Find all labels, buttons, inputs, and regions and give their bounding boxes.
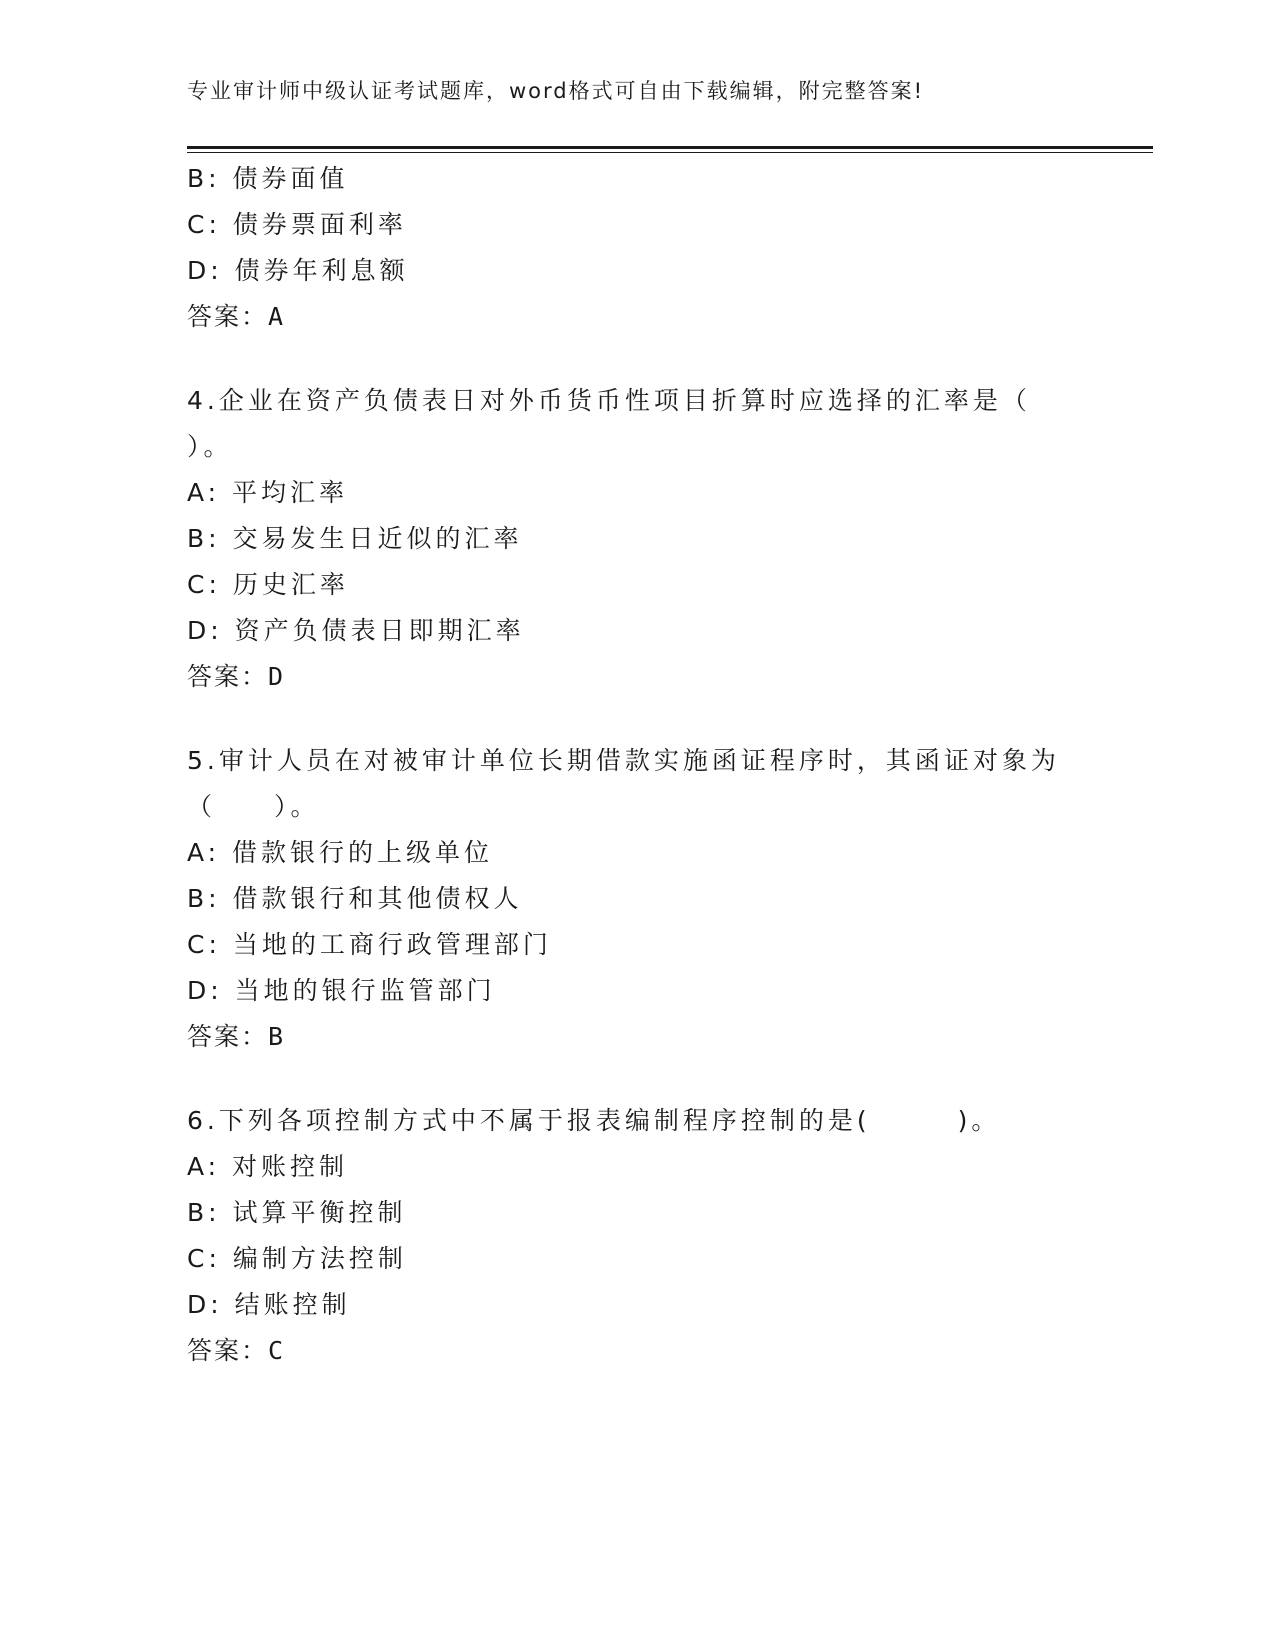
answer-label: 答案：: [187, 1336, 269, 1365]
option-b: B: 借款银行和其他债权人: [187, 884, 523, 913]
question-5: [187, 738, 1087, 1060]
answer-label: 答案：: [187, 1022, 269, 1051]
answer-value: D: [268, 662, 286, 691]
answer-line: [187, 1328, 1087, 1374]
question-6: [187, 1098, 1087, 1374]
option-a: A: 对账控制: [187, 1152, 349, 1181]
option-b: B: 债券面值: [187, 164, 349, 193]
question-list: [187, 156, 1087, 1374]
answer-value: B: [268, 1022, 286, 1051]
question-stem-continued: （ ）。: [187, 792, 320, 821]
question-stem: 5.审计人员在对被审计单位长期借款实施函证程序时，其函证对象为: [187, 746, 1060, 775]
answer-line: [187, 294, 1087, 340]
option-d: D: 资产负债表日即期汇率: [187, 616, 525, 645]
answer-value: C: [268, 1336, 286, 1365]
answer-label: 答案：: [187, 302, 269, 331]
option-b: B: 试算平衡控制: [187, 1198, 407, 1227]
option-c: C: 编制方法控制: [187, 1244, 407, 1273]
option-a: A: 借款银行的上级单位: [187, 838, 494, 867]
question-4: [187, 378, 1087, 700]
answer-line: [187, 1014, 1087, 1060]
option-d: D: 债券年利息额: [187, 256, 409, 285]
option-b: B: 交易发生日近似的汇率: [187, 524, 523, 553]
question-3-partial: [187, 156, 1087, 340]
answer-label: 答案：: [187, 662, 269, 691]
question-stem: 6.下列各项控制方式中不属于报表编制程序控制的是( )。: [187, 1106, 1001, 1135]
option-d: D: 当地的银行监管部门: [187, 976, 496, 1005]
option-c: C: 债券票面利率: [187, 210, 407, 239]
option-c: C: 历史汇率: [187, 570, 349, 599]
header-rule-thin: [187, 152, 1153, 153]
answer-line: [187, 654, 1087, 700]
option-d: D: 结账控制: [187, 1290, 351, 1319]
question-stem-continued: ）。: [187, 432, 233, 461]
header-rule-thick: [187, 146, 1153, 149]
question-stem: 4.企业在资产负债表日对外币货币性项目折算时应选择的汇率是（: [187, 386, 1031, 415]
option-c: C: 当地的工商行政管理部门: [187, 930, 552, 959]
page-header: 专业审计师中级认证考试题库，word格式可自由下载编辑，附完整答案!: [187, 79, 925, 103]
option-a: A: 平均汇率: [187, 478, 349, 507]
answer-value: A: [268, 302, 286, 331]
